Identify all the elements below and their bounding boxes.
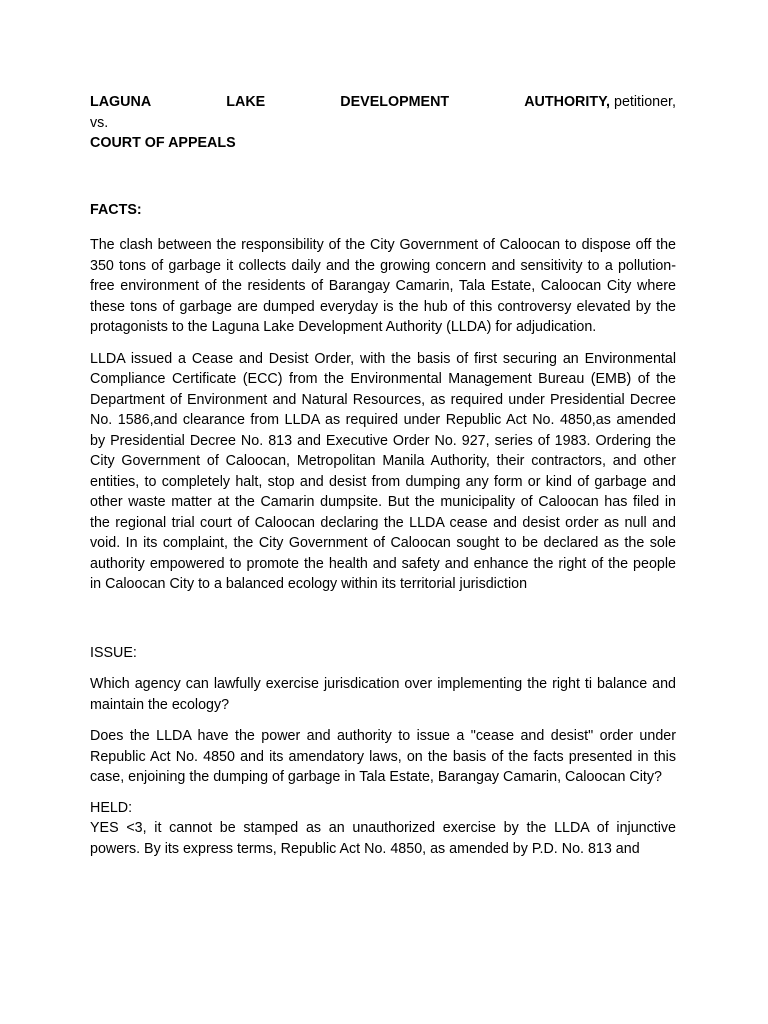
case-petitioner-line (90, 92, 676, 113)
facts-paragraph-2: LLDA issued a Cease and Desist Order, with the basis of first securing an Environmental Compliance Certificate (ECC) from the Environmental Management Bureau (EMB) of the Department of Environment and Natural Resources, as required under Presidential Decree No. 1586,and clearance from LLDA as required under Republic Act No. 4850,as amended by Presidential Decree No. 813 and Executive Order No. 927, series of 1983. Ordering the City Government of Caloocan, Metropolitan Manila Authority, their contractors, and other entities, to completely halt, stop and desist from dumping any form or kind of garbage and other waste matter at the Camarin dumpsite. But the municipality of Caloocan has filed in the regional trial court of Caloocan declaring the LLDA cease and desist order as null and void. In its complaint, the City Government of Caloocan sought to be declared as the sole authority empowered to promote the health and safety and enhance the right of the people in Caloocan City to a balanced ecology within its territorial jurisdiction (90, 350, 676, 592)
case-respondent: COURT OF APPEALS (90, 135, 236, 151)
facts-heading: FACTS: (90, 201, 142, 218)
caption-word-authority: AUTHORITY, (524, 94, 611, 110)
caption-word-lake: LAKE (226, 94, 266, 110)
caption-word-development: DEVELOPMENT (340, 94, 450, 110)
issue-heading: ISSUE: (90, 644, 137, 661)
document-page (90, 92, 676, 859)
issue-question-2: Does the LLDA have the power and authority to issue a "cease and desist" order under Republic Act No. 4850 and its amendatory laws, on the basis of the facts presented in this case, enjoining the dumping of garbage in Tala Estate, Barangay Camarin, Caloocan City? (90, 728, 676, 785)
held-heading: HELD: (90, 799, 133, 816)
caption-role: petitioner, (614, 94, 676, 110)
facts-paragraph-1: The clash between the responsibility of the City Government of Caloocan to dispose off the 350 tons of garbage it collects daily and the growing concern and sensitivity to a pollution-free environment of the residents of Barangay Camarin, Tala Estate, Caloocan City where these tons of garbage are dumped everyday is the hub of this controversy elevated by the protagonists to the Laguna Lake Development Authority (LLDA) for adjudication. (90, 237, 676, 335)
caption-word-authority-group (524, 92, 676, 113)
caption-vs: vs. (90, 114, 109, 131)
caption-word-laguna: LAGUNA (90, 94, 152, 110)
issue-question-1: Which agency can lawfully exercise jurisdication over implementing the right ti balance and maintain the ecology? (90, 676, 676, 713)
held-paragraph: YES <3, it cannot be stamped as an unauthorized exercise by the LLDA of injunctive powers. By its express terms, Republic Act No. 4850, as amended by P.D. No. 813 and (90, 820, 676, 857)
